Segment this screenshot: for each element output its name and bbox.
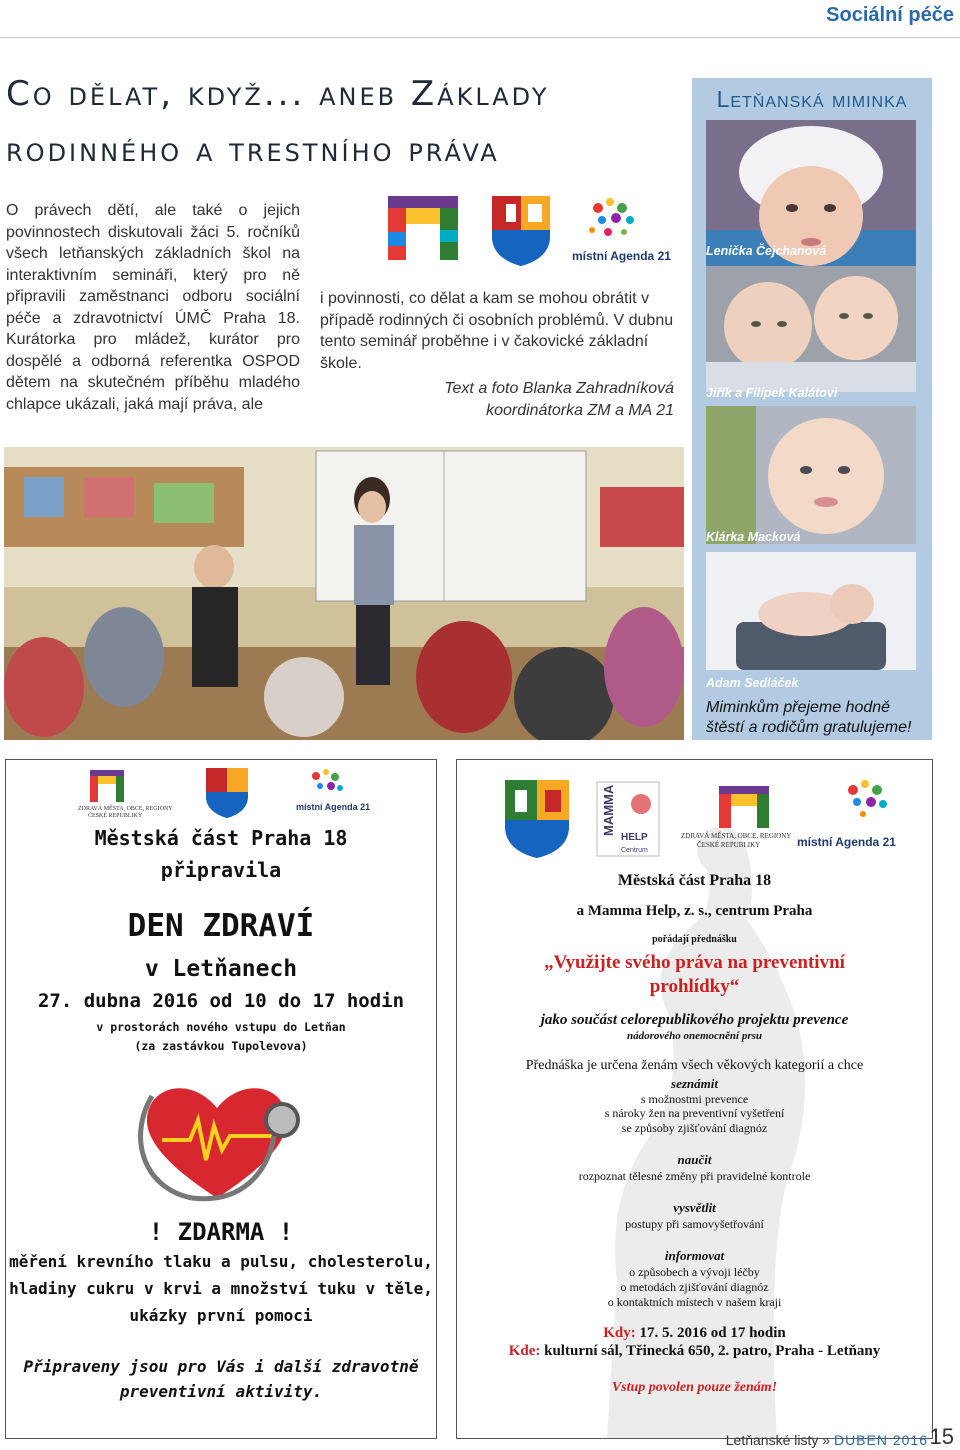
- baby-photo-4: [706, 552, 916, 670]
- lecture-org-2: a Mamma Help, z. s., centrum Praha: [576, 903, 813, 919]
- ad-ma21-text: místní Agenda 21: [296, 802, 371, 812]
- logo-healthy-cities-icon: [380, 190, 680, 270]
- article-column-2: [320, 288, 674, 421]
- lecture-keyword-2: naučit: [677, 1152, 712, 1167]
- article-logos: [380, 190, 680, 270]
- ad-services-1: měření krevního tlaku a pulsu, cholesterolu,: [9, 1252, 433, 1271]
- coat-of-arms-small-icon: [206, 768, 248, 818]
- coat-of-arms-right-icon: [505, 780, 569, 858]
- classroom-photo: [4, 447, 684, 740]
- lecture-keyword-1: seznámit: [671, 1076, 718, 1091]
- agenda21-small-icon: [312, 769, 343, 791]
- babies-sidebar: [692, 78, 932, 740]
- ad-footer-2: preventivní aktivity.: [119, 1382, 323, 1401]
- publication-name: Letňanské listy: [725, 1432, 819, 1448]
- right-zm-text-1: ZDRAVÁ MĚSTA, OBCE, REGIONY: [681, 832, 792, 840]
- when-value: 17. 5. 2016 od 17 hodin: [639, 1325, 786, 1341]
- lecture-k4-a: o způsobech a vývoji léčby: [629, 1265, 760, 1279]
- help-text: HELP: [621, 832, 648, 843]
- lecture-note: Vstup povolen pouze ženám!: [611, 1380, 778, 1395]
- lecture-k1-b: s nároky žen na preventivní vyšetření: [604, 1106, 785, 1120]
- baby-caption-2: Jiřík a Filípek Kalátovi: [706, 386, 838, 400]
- baby-photo-3: [706, 406, 916, 544]
- ad-venue-2: (za zastávkou Tupolevova): [134, 1039, 308, 1053]
- ad-free: ! ZDARMA !: [148, 1218, 294, 1246]
- prevention-lecture-ad: [456, 759, 933, 1439]
- baby-photo-2: [706, 266, 916, 392]
- ad-logos-icon: [76, 766, 376, 822]
- lecture-keyword-4: informovat: [664, 1248, 725, 1263]
- article-credit-1: Text a foto Blanka Zahradníková: [444, 380, 674, 397]
- ad-venue-1: v prostorách nového vstupu do Letňan: [96, 1020, 346, 1034]
- logo-arch-icon: [388, 196, 458, 260]
- ad-services-2: hladiny cukru v krvi a množství tuku v těle,: [9, 1279, 433, 1298]
- sidebar-congrats: [706, 698, 911, 738]
- ad-services-3: ukázky první pomoci: [129, 1306, 313, 1325]
- lecture-sub-2: nádorového onemocnění prsu: [626, 1030, 763, 1042]
- baby-caption-3: Klárka Macková: [706, 530, 801, 544]
- lecture-k1-c: se způsoby zjišťování diagnóz: [621, 1121, 768, 1135]
- mamma-text: MAMMA: [601, 784, 616, 836]
- lecture-logos-icon: [501, 776, 901, 860]
- footer-separator: »: [822, 1432, 831, 1448]
- lecture-k1-a: s možnostmi prevence: [640, 1092, 749, 1106]
- lecture-title-1: „Využijte svého práva na preventivní: [544, 952, 845, 973]
- page-number: 15: [929, 1424, 954, 1449]
- baby-caption-1: Lenička Čejchanová: [706, 244, 827, 258]
- logo-arch-small-icon: [90, 770, 124, 802]
- header-rule: [0, 37, 960, 38]
- right-zm-text-2: ČESKÉ REPUBLIKY: [697, 841, 761, 849]
- baby-caption-4: Adam Sedláček: [706, 676, 799, 690]
- ad-footer-1: Připraveny jsou pro Vás i další zdravotně: [23, 1357, 419, 1376]
- lecture-title-2: prohlídky“: [649, 976, 740, 997]
- heart-stethoscope-icon: [132, 1076, 302, 1206]
- page-footer: [726, 1432, 928, 1448]
- lecture-intro: Přednáška je určena ženám všech věkových kategorií a chce: [525, 1058, 864, 1073]
- right-ma21-text: místní Agenda 21: [797, 835, 896, 849]
- lecture-k4-b: o metodách zjišťování diagnóz: [620, 1280, 769, 1294]
- lecture-org-3: pořádají přednášku: [652, 934, 737, 945]
- article-title: Co dělat, když... aneb Základy rodinného a trestního práva: [6, 74, 550, 170]
- ad-zm-text-1: ZDRAVÁ MĚSTA, OBCE, REGIONY: [78, 806, 173, 812]
- lecture-k2-a: rozpoznat tělesné změny při pravidelné kontrole: [578, 1169, 811, 1183]
- ad-headline: DEN ZDRAVÍ: [127, 908, 315, 944]
- logo-ma21-text: místní Agenda 21: [572, 249, 671, 263]
- congrats-line-2: štěstí a rodičům gratulujeme!: [706, 719, 912, 736]
- article-column-1: O právech dětí, ale také o jejich povinnostech diskutovali žáci 5. ročníků všech letňanských základních škol na interaktivním semináři, který pro ně připravili zaměstnanci odboru sociální péče a zdravotnictví ÚMČ Praha 18. Kurátorka pro mládež, kurátor pro dospělé a odborná referentka OSPOD dětem na skutečném příběhu mladého chlapce ukázali, jaká mají práva, ale: [6, 202, 300, 413]
- ad-date: 27. dubna 2016 od 10 do 17 hodin: [37, 990, 405, 1012]
- ad-org-line: Městská část Praha 18: [94, 826, 348, 850]
- article-credit-2: koordinátorka ZM a MA 21: [486, 401, 674, 419]
- lecture-where: [457, 1343, 932, 1360]
- lecture-k3-a: postupy při samovyšetřování: [625, 1217, 764, 1231]
- agenda21-dots-icon: [589, 198, 634, 236]
- lecture-org-1: Městská část Praha 18: [617, 872, 772, 889]
- agenda21-right-icon: [848, 780, 887, 817]
- where-value: kulturní sál, Třinecká 650, 2. patro, Praha - Letňany: [544, 1343, 881, 1359]
- lecture-sub-1: jako součást celorepublikového projektu prevence: [540, 1012, 849, 1028]
- section-label: Sociální péče: [826, 4, 954, 26]
- congrats-line-1: Miminkům přejeme hodně: [706, 699, 891, 716]
- lecture-when: [457, 1325, 932, 1342]
- article-col2-text: i povinnosti, co dělat a kam se mohou obrátit v případě rodinných či osobních problémů. V dubnu tento seminář proběhne i v čakovické základní škole.: [320, 290, 674, 372]
- ad-prepared-line: připravila: [160, 858, 282, 882]
- sidebar-title: Letňanská miminka: [716, 86, 908, 112]
- logo-arch-right-icon: [719, 786, 769, 828]
- centrum-text: Centrum: [621, 847, 648, 854]
- when-label: Kdy:: [603, 1325, 636, 1341]
- ad-place: v Letňanech: [144, 956, 298, 982]
- where-label: Kde:: [508, 1343, 541, 1359]
- issue-month: DUBEN 2016: [833, 1432, 928, 1448]
- lecture-k4-c: o kontaktních místech v našem kraji: [607, 1295, 782, 1309]
- coat-of-arms-icon: [492, 196, 550, 266]
- lecture-keyword-3: vysvětlit: [673, 1200, 716, 1215]
- health-day-ad: [5, 759, 437, 1439]
- ad-zm-text-2: ČESKÉ REPUBLIKY: [88, 813, 143, 819]
